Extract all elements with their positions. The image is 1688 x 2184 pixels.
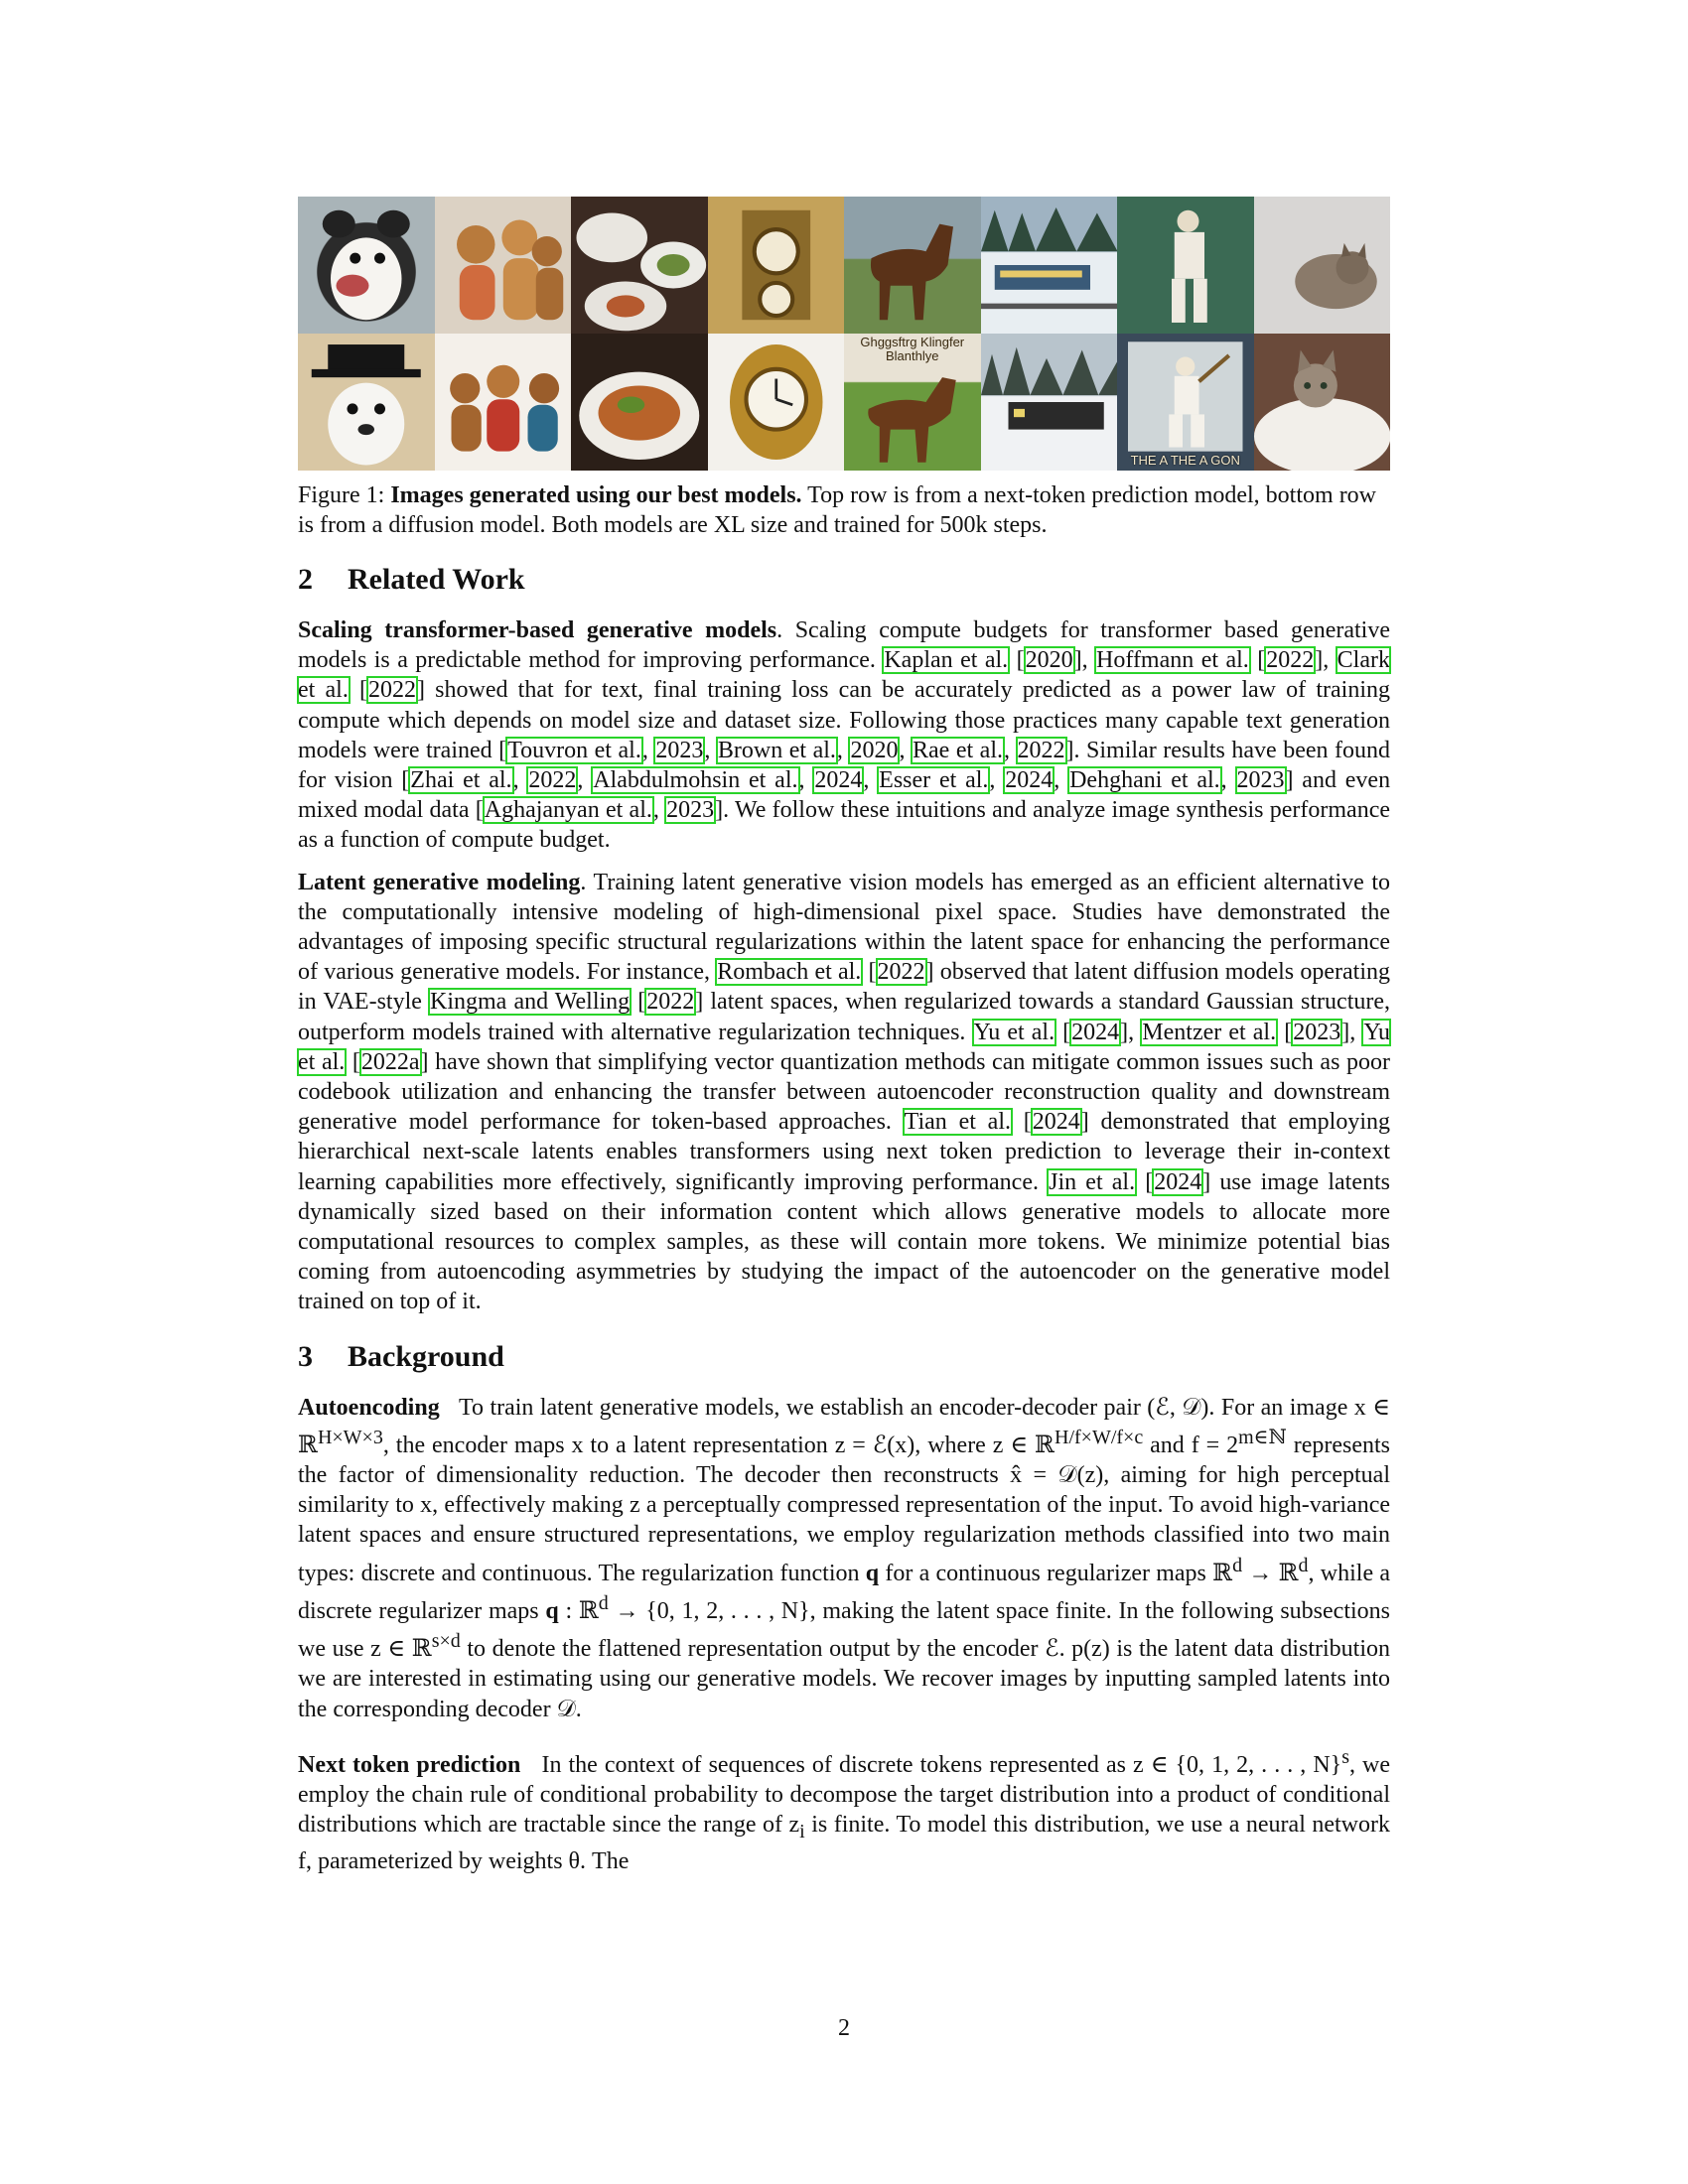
superscript: H×W×3 <box>317 1426 383 1448</box>
section-heading <box>298 1339 1390 1375</box>
paragraph-latent: Latent generative modeling. Training latent generative vision models has emerged as an efficient alternative to the computationally intensive modeling of high-dimensional pixel space. Studies have demonstrated the advantages of imposing specific structural regularizations within the latent space for enhancing the performance of various generative models. For instance, Rombach et al. [2022] observed that latent diffusion models operating in VAE-style Kingma and Welling [2022] latent spaces, when regularized towards a standard Gaussian structure, outperform models trained with alternative regularization techniques. Yu et al. [2024], Mentzer et al. [2023], Yu et al. [2022a] have shown that simplifying vector quantization methods can mitigate common issues such as poor codebook utilization and enhancing the transfer between autoencoder reconstruction quality and downstream generative model performance for token-based approaches. Tian et al. [2024] demonstrated that employing hierarchical next-scale latents enables transformers using next token prediction to leverage their in-context learning capabilities more effectively, significantly improving performance. Jin et al. [2024] use image latents dynamically sized based on their information content which allows generative models to allocate more computational resources to complex samples, as these will contain more tokens. We minimize potential bias coming from autoencoding asymmetries by studying the impact of the autoencoder on the generative model trained on top of it. <box>298 869 1391 1315</box>
paragraph-text: : ℝ <box>558 1597 599 1624</box>
superscript: H/f×W/f×c <box>1055 1426 1144 1448</box>
cat-on-blanket-photo <box>1254 197 1391 334</box>
paragraph-text: is finite. To model this distribution, we use a neural network f, parameterized by weights θ. The <box>298 1812 1391 1875</box>
citation-link[interactable]: Alabdulmohsin et al. <box>593 767 798 794</box>
paragraph-text: ]. We follow these intuitions and analyze image synthesis performance as a function of compute budget. <box>298 797 1390 854</box>
superscript: s×d <box>431 1630 461 1653</box>
ornate-clock-photo <box>708 334 845 471</box>
citation-link[interactable]: 2023 <box>1236 767 1285 794</box>
teddy-bears-photo <box>435 197 572 334</box>
paragraph-text: → ℝ <box>1242 1560 1299 1586</box>
citation-link[interactable]: 2024 <box>1032 1109 1080 1136</box>
citation-link[interactable]: 2022 <box>528 767 577 794</box>
paragraph-text: , we employ the chain rule of conditional probability to decompose the target distribution into a product of conditional distributions which are tractable since the range of z <box>298 1751 1391 1839</box>
citation-link[interactable]: Dehghani et al. <box>1069 767 1220 794</box>
paragraph-text: have shown that simplifying vector quantization methods can mitigate common issues such as poor codebook utilization and enhancing the transfer between autoencoder reconstruction quality and downstream generative model performance for token-based approaches. <box>298 1048 1391 1136</box>
paragraph-lead: Next token prediction <box>298 1751 521 1778</box>
citation-link[interactable]: 2022 <box>1017 737 1065 763</box>
ornate-clock-photo <box>708 197 845 334</box>
paragraph-text: , while a discrete regularizer maps <box>298 1560 1390 1624</box>
paragraph-text: observed that latent diffusion models operating in VAE-style <box>298 959 1390 1016</box>
baseball-player-photo <box>1117 334 1254 471</box>
paragraph-text: . Training latent generative vision models has emerged as an efficient alternative to the computationally intensive modeling of high-dimensional pixel space. Studies have demonstrated the advantages of imposing specific structural regularizations within the latent space for enhancing the performance of various generative models. For instance, <box>298 869 1390 986</box>
paragraph-text: latent spaces, when regularized towards a standard Gaussian structure, outperform models trained with alternative regularization techniques. <box>298 989 1391 1045</box>
figure-1-caption <box>298 480 1390 540</box>
superscript: m∈ℕ <box>1238 1426 1287 1448</box>
citation-link[interactable]: 2020 <box>1025 647 1073 674</box>
citation-link[interactable]: 2024 <box>814 767 863 794</box>
paragraph-text: use image latents dynamically sized based on their information content which allows generative models to allocate more computational resources to complex samples, as these will contain more tokens. We minimize potential bias coming from autoencoding asymmetries by studying the impact of the autoencoder on the generative model trained on top of it. <box>298 1168 1391 1315</box>
train-in-snow-photo <box>981 197 1118 334</box>
section-heading <box>298 562 1390 598</box>
paragraph-text: In the context of sequences of discrete tokens represented as z ∈ {0, 1, 2, . . . , N} <box>541 1751 1342 1778</box>
paragraph-text: to denote the flattened representation output by the encoder ℰ. p(z) is the latent data distribution we are interested in estimating using our generative models. We recover images by inputting sampled latents into the corresponding decoder 𝒟. <box>298 1636 1391 1722</box>
math-bold: q <box>865 1560 880 1586</box>
citation-link[interactable]: Jin et al. <box>1049 1168 1136 1195</box>
citation-link[interactable]: 2024 <box>1154 1168 1202 1195</box>
figure-1-image-grid <box>298 197 1390 471</box>
paragraph-text: demonstrated that employing hierarchical next-scale latents enables transformers using next token prediction to leverage their in-context learning capabilities more effectively, significantly improving performance. <box>298 1109 1391 1195</box>
citation-link[interactable]: 2023 <box>1293 1019 1341 1045</box>
section-title: Background <box>348 1339 504 1373</box>
caption-bold: Images generated using our best models. <box>390 482 802 508</box>
paragraph-autoencoding <box>298 1393 1390 1724</box>
citation-link[interactable]: 2022 <box>368 677 416 704</box>
paragraph-lead: Autoencoding <box>298 1394 440 1421</box>
horse-photo <box>844 197 981 334</box>
food-plates-photo <box>571 197 708 334</box>
caption-text: Top row is from a next-token prediction model, bottom row is from a diffusion model. Both models are XL size and trained for 500k steps. <box>298 482 1377 538</box>
paragraph-text: To train latent generative models, we establish an encoder-decoder pair (ℰ, 𝒟). For an image x ∈ ℝ <box>298 1394 1391 1458</box>
citation-link[interactable]: Rae et al. <box>912 737 1003 763</box>
citation-link[interactable]: Yu et al. <box>298 1019 1390 1075</box>
paragraph-text: for a continuous regularizer maps ℝ <box>879 1560 1233 1586</box>
caption-label: Figure 1: <box>298 482 385 508</box>
section-number: 2 <box>298 563 313 596</box>
subscript: i <box>799 1820 805 1843</box>
math-bold: q <box>545 1597 559 1624</box>
dog-with-hat-photo <box>298 197 435 334</box>
paragraph-next-token <box>298 1742 1390 1877</box>
paragraph-text: ]. Similar results have been found for vision [ <box>298 737 1391 794</box>
paragraph-text: , the encoder maps x to a latent representation z = ℰ(x), where z ∈ ℝ <box>382 1432 1055 1458</box>
citation-link[interactable]: 2023 <box>666 797 715 824</box>
citation-link[interactable]: 2024 <box>1005 767 1054 794</box>
page-number: 2 <box>838 2015 850 2041</box>
citation-link[interactable]: 2023 <box>655 737 704 763</box>
citation-link[interactable]: Touvron et al. <box>507 737 641 763</box>
superscript: d <box>1232 1554 1243 1576</box>
food-plate-photo <box>571 334 708 471</box>
citation-link[interactable]: Clark et al. <box>298 647 1390 704</box>
horse-photo <box>844 334 981 471</box>
citation-link[interactable]: Esser et al. <box>879 767 989 794</box>
paragraph-scaling: Scaling transformer-based generative models. Scaling compute budgets for transformer based generative models is a predictable method for improving performance. Kaplan et al. [2020], Hoffmann et al. [2022], Clark et al. [2022] showed that for text, final training loss can be accurately predicted as a power law of training compute which depends on model size and dataset size. Following those practices many capable text generation models were trained [Touvron et al., 2023, Brown et al., 2020, Rae et al., 2022]. Similar results have been found for vision [Zhai et al., 2022, Alabdulmohsin et al., 2024, Esser et al., 2024, Dehghani et al., 2023] and even mixed modal data [Aghajanyan et al., 2023]. We follow these intuitions and analyze image synthesis performance as a function of compute budget. <box>298 617 1391 854</box>
paragraph-lead: Scaling transformer-based generative models <box>298 617 777 643</box>
paragraph-text: ] and even mixed modal data [ <box>298 767 1391 824</box>
paragraph-text: and f = 2 <box>1143 1432 1239 1458</box>
train-in-snow-photo <box>981 334 1118 471</box>
citation-link[interactable]: Kaplan et al. <box>884 647 1009 674</box>
page-body <box>298 197 1390 1888</box>
section-title: Related Work <box>348 563 525 596</box>
paragraph-text: represents the factor of dimensionality reduction. The decoder then reconstructs x̂ = 𝒟(z), aiming for high perceptual similarity to x, effectively making z a perceptually compressed representation of the input. To avoid high-variance latent spaces and ensure structured representations, we employ regularization methods classified into two main types: discrete and continuous. The regularization function <box>298 1432 1390 1586</box>
superscript: s <box>1341 1745 1349 1768</box>
citation-link[interactable]: 2022 <box>1266 647 1315 674</box>
paragraph-lead: Latent generative modeling <box>298 869 581 895</box>
citation-link[interactable]: Tian et al. <box>904 1109 1011 1136</box>
citation-link[interactable]: 2022 <box>646 989 695 1016</box>
citation-link[interactable]: Brown et al. <box>717 737 836 763</box>
paragraph-text: . Scaling compute budgets for transformer based generative models is a predictable method for improving performance. <box>298 617 1390 674</box>
superscript: d <box>598 1591 609 1614</box>
cat-on-blanket-photo <box>1254 334 1391 471</box>
citation-link[interactable]: Rombach et al. <box>717 959 862 986</box>
paragraph-text: → {0, 1, 2, . . . , N}, making the latent space finite. In the following subsections we use z ∈ ℝ <box>298 1597 1390 1663</box>
citation-link[interactable]: 2020 <box>850 737 899 763</box>
superscript: d <box>1298 1554 1309 1576</box>
citation-link[interactable]: Mentzer et al. <box>1142 1019 1277 1045</box>
dog-with-hat-photo <box>298 334 435 471</box>
baseball-tile-caption: THE A THE A GON <box>1130 453 1240 468</box>
citation-link[interactable]: Kingma and Welling <box>430 989 631 1016</box>
citation-link[interactable]: 2022a <box>360 1048 420 1075</box>
citation-link[interactable]: 2024 <box>1071 1019 1120 1045</box>
citation-link[interactable]: Hoffmann et al. <box>1096 647 1249 674</box>
section-number: 3 <box>298 1339 313 1373</box>
citation-link[interactable]: Aghajanyan et al. <box>484 797 652 824</box>
citation-link[interactable]: Yu et al. <box>973 1019 1055 1045</box>
baseball-player-photo <box>1117 197 1254 334</box>
citation-link[interactable]: 2022 <box>877 959 925 986</box>
citation-link[interactable]: Zhai et al. <box>410 767 512 794</box>
paragraph-text: showed that for text, final training loss can be accurately predicted as a power law of training compute which depends on model size and dataset size. Following those practices many capable text generation models were trained [ <box>298 677 1390 763</box>
teddy-bears-photo <box>435 334 572 471</box>
horse-tile-caption: Ghggsftrg Klingfer Blanthlye <box>860 335 965 363</box>
